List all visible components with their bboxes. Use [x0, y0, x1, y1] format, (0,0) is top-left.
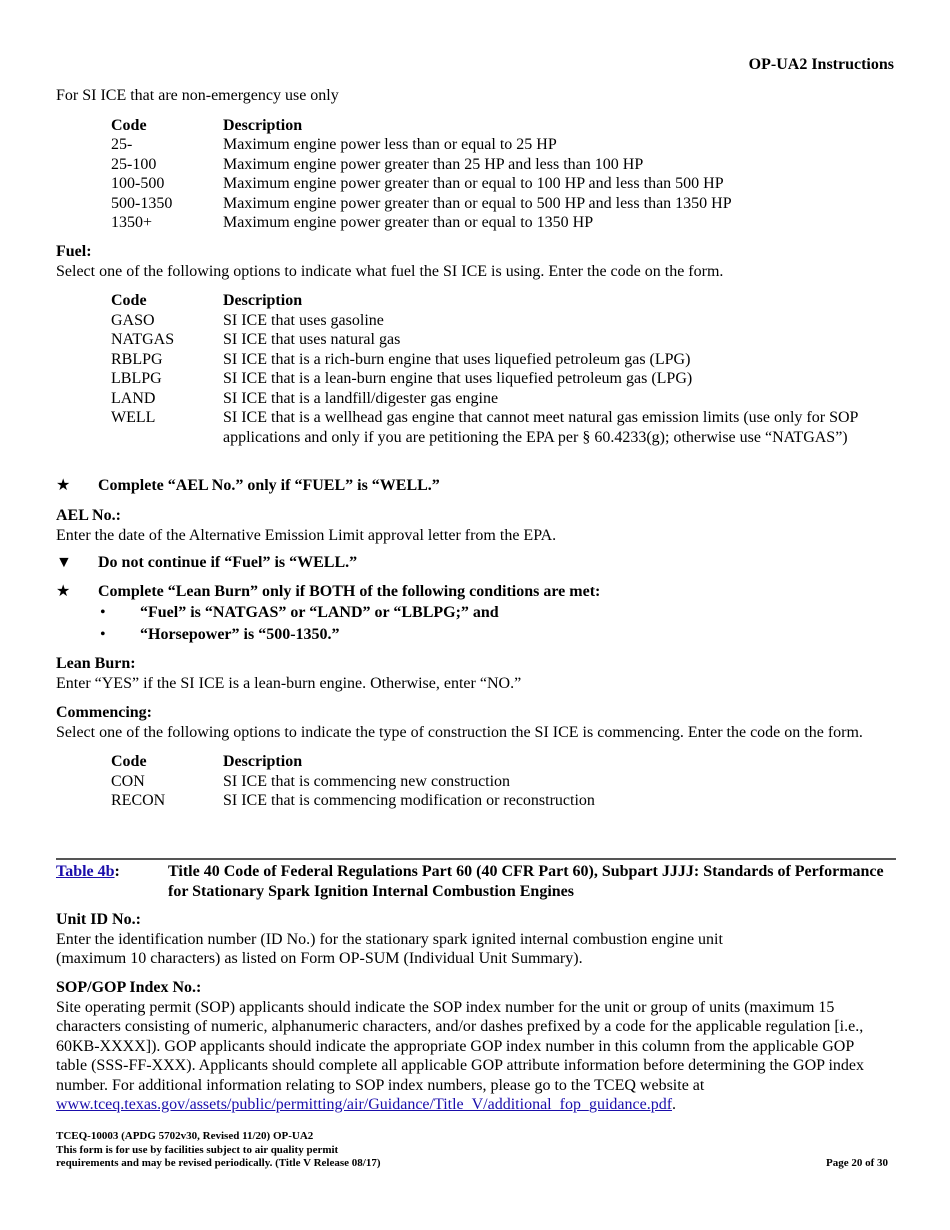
table-row [111, 350, 896, 370]
col-code-header: Code [111, 292, 147, 309]
code-cell: 100-500 [111, 175, 165, 192]
bullet-text: “Horsepower” is “500-1350.” [140, 625, 340, 643]
star-icon: ★ [56, 477, 71, 494]
unit-id-section [56, 910, 796, 969]
hp-intro: For SI ICE that are non-emergency use only [56, 87, 339, 104]
bullet-text: “Fuel” is “NATGAS” or “LAND” or “LBLPG;” and [140, 603, 499, 621]
bullet-icon: • [100, 625, 106, 643]
desc-cell: SI ICE that uses gasoline [223, 311, 384, 329]
table-row [111, 213, 732, 233]
note-lean-text: Complete “Lean Burn” only if BOTH of the following conditions are met: [98, 583, 601, 600]
commencing-section [56, 703, 896, 811]
fuel-text: Select one of the following options to indicate what fuel the SI ICE is using. Enter the code on the form. [56, 262, 724, 280]
commencing-heading: Commencing: [56, 704, 152, 721]
table-4b-label [56, 862, 168, 902]
table-row [111, 408, 896, 447]
table-4b-colon: : [114, 863, 120, 880]
sop-gop-text [56, 998, 888, 1115]
commencing-text: Select one of the following options to indicate the type of construction the SI ICE is commencing. Enter the code on the form. [56, 723, 863, 741]
desc-cell: SI ICE that is commencing new construction [223, 772, 511, 790]
triangle-down-icon: ▼ [56, 554, 72, 571]
commencing-code-table [111, 752, 595, 811]
desc-cell: Maximum engine power greater than or equal to 100 HP and less than 500 HP [223, 175, 724, 192]
table-header-row [111, 116, 732, 136]
note-lean-main [56, 582, 896, 602]
fuel-heading: Fuel: [56, 243, 92, 260]
code-cell: 25-100 [111, 155, 157, 173]
fuel-section [56, 242, 896, 447]
table-row [111, 155, 732, 175]
table-row [111, 174, 732, 194]
note-stop [56, 553, 896, 573]
lean-burn-heading: Lean Burn: [56, 655, 136, 672]
code-cell: NATGAS [111, 331, 175, 348]
code-cell: 500-1350 [111, 194, 173, 212]
desc-cell: SI ICE that is commencing modification or reconstruction [223, 792, 595, 809]
desc-cell: Maximum engine power less than or equal to 25 HP [223, 136, 557, 153]
table-row [111, 330, 896, 350]
code-cell: 1350+ [111, 214, 153, 231]
table-4b-link[interactable]: Table 4b [56, 863, 115, 880]
desc-cell: Maximum engine power greater than 25 HP and less than 100 HP [223, 155, 644, 173]
guidance-link[interactable]: www.tceq.texas.gov/assets/public/permitting/air/Guidance/Title_V/additional_fop_guidance.pdf [56, 1096, 673, 1113]
note-ael-text: Complete “AEL No.” only if “FUEL” is “WELL.” [98, 477, 440, 494]
unit-id-heading: Unit ID No.: [56, 911, 141, 928]
lean-burn-text: Enter “YES” if the SI ICE is a lean-burn engine. Otherwise, enter “NO.” [56, 674, 522, 692]
ael-text: Enter the date of the Alternative Emission Limit approval letter from the EPA. [56, 526, 557, 544]
code-cell: RECON [111, 792, 166, 809]
page-footer [56, 1130, 888, 1171]
table-4b-heading [56, 858, 896, 902]
sop-gop-section [56, 978, 888, 1115]
ael-heading: AEL No.: [56, 507, 121, 524]
table-row [111, 772, 595, 792]
col-desc-header: Description [223, 292, 303, 309]
page-number: Page 20 of 30 [825, 1157, 888, 1169]
col-code-header: Code [111, 116, 147, 134]
table-4b-title-row [56, 862, 896, 902]
table-row [111, 791, 595, 811]
table-row [111, 389, 896, 409]
star-icon: ★ [56, 583, 71, 600]
unit-id-text: Enter the identification number (ID No.) for the stationary spark ignited internal combustion engine unit (maximum 10 characters) as listed on Form OP-SUM (Individual Unit Summary). [56, 930, 723, 967]
ael-section [56, 506, 896, 545]
table-4b-title: Title 40 Code of Federal Regulations Part 60 (40 CFR Part 60), Subpart JJJJ: Standards of Performance for Stationary Spark Ignition Internal Combustion Engines [168, 863, 884, 900]
list-item [56, 602, 896, 624]
col-code-header: Code [111, 753, 147, 770]
desc-cell: Maximum engine power greater than or equal to 500 HP and less than 1350 HP [223, 194, 732, 212]
page-header-title: OP-UA2 Instructions [748, 56, 894, 73]
desc-cell: SI ICE that is a landfill/digester gas engine [223, 389, 499, 407]
footer-line-3: requirements and may be revised periodically. (Title V Release 08/17) [56, 1157, 381, 1169]
code-cell: CON [111, 772, 145, 790]
table-row [111, 311, 896, 331]
sop-gop-heading: SOP/GOP Index No.: [56, 979, 202, 996]
lean-burn-section [56, 654, 896, 693]
fuel-code-table [111, 291, 896, 447]
footer-line-2: This form is for use by facilities subject to air quality permit [56, 1143, 339, 1156]
table-row [111, 194, 732, 214]
code-cell: 25- [111, 136, 133, 153]
col-desc-header: Description [223, 116, 303, 134]
table-row [111, 135, 732, 155]
hp-code-table [111, 116, 732, 233]
sop-gop-body: Site operating permit (SOP) applicants should indicate the SOP index number for the unit or group of units (maximum 15 characters consisting of numeric, alphanumeric characters, and/or dashes prefixed by a code for the applicable regulation [i.e., 60KB-XXXX]). GOP applicants should indicate the appropriate GOP index number in this column from the applicable GOP table (SSS-FF-XXX). Applicants should complete all applicable GOP attribute information before determining the GOP index number. For additional information relating to SOP index numbers, please go to the TCEQ website at [56, 998, 864, 1094]
desc-cell: SI ICE that is a lean-burn engine that uses liquefied petroleum gas (LPG) [223, 370, 693, 387]
code-cell: LBLPG [111, 370, 162, 387]
desc-cell: Maximum engine power greater than or equal to 1350 HP [223, 214, 594, 231]
code-cell: GASO [111, 311, 155, 329]
table-header-row [111, 752, 595, 772]
table-row [111, 369, 896, 389]
code-cell: RBLPG [111, 350, 163, 368]
code-cell: WELL [111, 409, 156, 426]
note-stop-text: Do not continue if “Fuel” is “WELL.” [98, 554, 358, 571]
sop-gop-end: . [672, 1096, 677, 1113]
footer-form-id: TCEQ-10003 (APDG 5702v30, Revised 11/20) OP-UA2 [56, 1130, 314, 1142]
list-item [56, 624, 896, 646]
desc-cell: SI ICE that uses natural gas [223, 331, 401, 348]
note-ael [56, 476, 896, 496]
desc-cell: SI ICE that is a rich-burn engine that uses liquefied petroleum gas (LPG) [223, 350, 691, 368]
code-cell: LAND [111, 389, 156, 407]
table-header-row [111, 291, 896, 311]
hp-section [56, 86, 896, 233]
col-desc-header: Description [223, 753, 303, 770]
desc-cell: SI ICE that is a wellhead gas engine that cannot meet natural gas emission limits (use only for SOP applications and only if you are petitioning the EPA per § 60.4233(g); otherwise use “NATGAS”) [223, 409, 858, 446]
bullet-icon: • [100, 603, 106, 621]
note-lean [56, 582, 896, 646]
